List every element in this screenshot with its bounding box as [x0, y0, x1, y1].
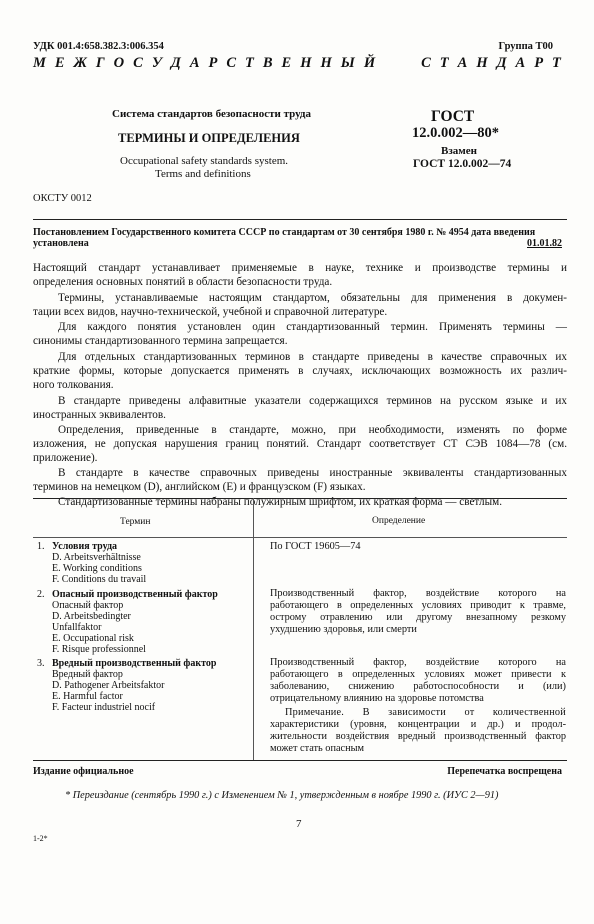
term-definition: ухудшению здоровья, или смерти — [270, 624, 417, 635]
body-line: терминов на немецком (D), английском (E) и французском (F) языках. — [33, 481, 366, 493]
term-equivalent: E. Occupational risk — [52, 633, 134, 644]
banner-letter: О — [113, 55, 125, 71]
term-equivalent: F. Risque professionnel — [52, 644, 146, 655]
term-note: Примечание. В зависимости от количественной — [285, 707, 566, 718]
body-line: Настоящий стандарт устанавливает применяемые в науке, технике и производстве термины и — [33, 262, 567, 274]
term-name: Опасный производственный фактор — [52, 589, 218, 600]
term-equivalent: E. Harmful factor — [52, 691, 123, 702]
replaced-gost: ГОСТ 12.0.002—74 — [413, 158, 512, 170]
term-definition: работающего в определенных условиях приводит к травме, — [270, 600, 566, 611]
term-definition: заболеванию, снижению работоспособности и (или) — [270, 681, 566, 692]
column-header-term: Термин — [120, 517, 151, 527]
banner-letter: Ы — [340, 55, 355, 71]
term-equivalent: Unfallfaktor — [52, 622, 102, 633]
body-line: В стандарте приведены алфавитные указатели содержащихся терминов на русском языке и их — [58, 395, 567, 407]
term-definition: По ГОСТ 19605—74 — [270, 541, 361, 552]
banner-letter: Т — [439, 55, 449, 71]
term-short-form: Опасный фактор — [52, 600, 124, 611]
banner-letter: С — [133, 55, 143, 71]
banner-letter: Е — [281, 55, 292, 71]
banner-letter: С — [421, 55, 431, 71]
system-title: Система стандартов безопасности труда — [112, 108, 311, 120]
body-line: приложение). — [33, 452, 98, 464]
banner-letter: Ж — [73, 55, 87, 71]
body-line: тации всех видов, научно-технической, учебной и справочной литературе. — [33, 306, 388, 318]
term-definition: отрицательному влиянию на здоровье потомства — [270, 693, 484, 704]
term-note: жительности воздействия вредный производственный фактор — [270, 731, 566, 742]
english-title-line: Occupational safety standards system. — [120, 155, 289, 167]
term-number: 1. — [37, 541, 45, 552]
banner-letter: Й — [363, 55, 376, 71]
body-line: иностранных эквивалентов. — [33, 409, 166, 421]
term-name: Вредный производственный фактор — [52, 658, 217, 669]
decree-text: установлена — [33, 238, 89, 249]
body-line: Термины, устанавливаемые настоящим стандартом, обязательны для применения в докумен- — [58, 292, 567, 304]
body-line: Для каждого понятия установлен один стандартизованный термин. Применять термины — — [58, 321, 567, 333]
term-note: может стать опасным — [270, 743, 365, 754]
page-number: 7 — [296, 818, 302, 830]
term-equivalent: F. Conditions du travail — [52, 574, 147, 585]
document-title: ТЕРМИНЫ И ОПРЕДЕЛЕНИЯ — [118, 131, 300, 145]
term-short-form: Вредный фактор — [52, 669, 123, 680]
banner-letter: Д — [496, 55, 507, 71]
term-definition: Производственный фактор, воздействие которого на — [270, 588, 566, 599]
term-name: Условия труда — [52, 541, 118, 552]
printer-signature: 1-2* — [33, 834, 48, 843]
gost-label: ГОСТ — [431, 108, 475, 125]
banner-letter: А — [457, 55, 468, 71]
banner-letter: Т — [552, 55, 561, 71]
standard-banner — [33, 55, 561, 72]
decree-text: Постановлением Государственного комитета СССР по стандартам от 30 сентября 1980 г. № 4954 дата введения — [33, 227, 536, 238]
banner-letter: А — [189, 55, 200, 71]
reprint-prohibited-label: Перепечатка воспрещена — [447, 766, 562, 777]
banner-letter: Н — [300, 55, 312, 71]
term-definition: Производственный фактор, воздействие которого на — [270, 657, 566, 668]
banner-letter: В — [262, 55, 273, 71]
term-equivalent: F. Facteur industriel nocif — [52, 702, 156, 713]
banner-letter: М — [33, 55, 46, 71]
banner-letter: С — [226, 55, 237, 71]
divider — [33, 219, 567, 220]
term-equivalent: D. Arbeitsbedingter — [52, 611, 131, 622]
banner-gap — [384, 55, 412, 72]
body-line: Для отдельных стандартизованных терминов в стандарте приведены в качестве справочных их — [58, 351, 567, 363]
banner-letter: Р — [208, 55, 218, 71]
banner-letter: Г — [95, 55, 105, 71]
banner-letter: Т — [245, 55, 254, 71]
gost-number: 12.0.002—80* — [412, 125, 499, 141]
group-code: Группа Т00 — [498, 41, 553, 52]
udk-code: УДК 001.4:658.382.3:006.354 — [33, 41, 164, 52]
term-number: 2. — [37, 589, 45, 600]
banner-letter: У — [151, 55, 162, 71]
official-edition-label: Издание официальное — [33, 766, 134, 777]
banner-letter: А — [515, 55, 526, 71]
body-line: синонимы стандартизованного термина запрещается. — [33, 335, 288, 347]
term-definition: острому отравлению или другому внезапному резкому — [270, 612, 566, 623]
banner-letter: Е — [54, 55, 65, 71]
table-bottom-border — [33, 760, 567, 761]
body-line: определения основных понятий в области безопасности труда. — [33, 276, 333, 288]
banner-letter: Н — [476, 55, 488, 71]
body-line: краткие формы, которые допускается применять в случаях, исключающих возможность их различ- — [33, 365, 567, 377]
introduction-date: 01.01.82 — [527, 238, 562, 249]
term-note: характеристики (уровня, концентрации и др.) и продол- — [270, 719, 566, 730]
body-line: изложения, не допуская нарушения границ понятий. Стандарт соответствует СТ СЭВ 1084—78 (см. — [33, 438, 567, 450]
body-line: В стандарте в качестве справочных приведены иностранные эквиваленты стандартизованных — [58, 467, 567, 479]
banner-letter: Д — [170, 55, 181, 71]
table-header-border — [33, 537, 567, 538]
body-line: ного толкования. — [33, 379, 114, 391]
term-equivalent: D. Arbeitsverhältnisse — [52, 552, 141, 563]
replaces-label: Взамен — [441, 145, 477, 157]
term-number: 3. — [37, 658, 45, 669]
reissue-note: * Переиздание (сентябрь 1990 г.) с Изменением № 1, утвержденным в ноябре 1990 г. (ИУС 2—91) — [65, 790, 499, 801]
term-definition: работающего в определенных условиях может привести к — [270, 669, 566, 680]
term-equivalent: E. Working conditions — [52, 563, 142, 574]
banner-letter: Н — [320, 55, 332, 71]
english-title-line: Terms and definitions — [155, 168, 251, 180]
okstu-code: ОКСТУ 0012 — [33, 193, 92, 204]
body-line: Стандартизованные термины набраны полужирным шрифтом, их краткая форма — светлым. — [58, 496, 503, 508]
body-line: Определения, приведенные в стандарте, можно, при необходимости, изменять по форме — [58, 424, 567, 436]
table-top-border — [33, 498, 567, 499]
term-equivalent: D. Pathogener Arbeitsfaktor — [52, 680, 165, 691]
banner-letter: Р — [534, 55, 544, 71]
column-header-definition: Определение — [372, 516, 426, 526]
